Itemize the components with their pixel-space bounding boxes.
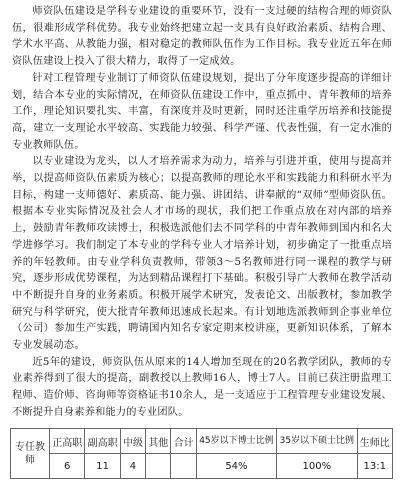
header-total: 合计: [171, 429, 196, 454]
value-doctor-ratio: 54%: [196, 454, 276, 479]
header-student-teacher-ratio: 生师比: [357, 429, 392, 454]
header-doctor-ratio: 45岁以下博士比例: [196, 429, 276, 454]
value-associate-professor: 11: [85, 454, 120, 479]
paragraph-results: 近5年的建设，师资队伍从原来的14人增加至现在的20名教学团队，教师的专业素养得到了很大的提高，副教授以上教师16人，博士7人。目前已获注册监理工程师、造价师、咨询师等资格证书10余人，是一支适应于工程管理专业建设发展、不断提升自身素养和能力的专业团队。: [12, 356, 392, 418]
header-full-professor: 正高职: [50, 429, 85, 454]
value-master-ratio: 100%: [277, 454, 357, 479]
value-total: [171, 454, 196, 479]
paragraph-strategy: 以专业建设为龙头，以人才培养需求为动力，培养与引进并重，使用与提高并举，以提高师资队伍素质为核心；以提高教师的理论水平和实践能力和科研水平为目标，构建一支师德好、素质高、能力强、讲团结、讲奉献的“双师”型师资队伍。根据本专业实际情况及社会人才市场的现状，我们把工作重点放在对内部的培养上，鼓励青年教师攻读博士，积极选派他们去不同学科的中青年教师到国内和名大学进修学习。我们制定了本专业的学科专业人才培养计划，初步确定了一批重点培养的年轻教师。由专业学科负责教师，带领3～5名教师进行同一课程的教学与研究，逐步形成优势课程，为达到精品课程打下基础。积极引导广大教师在教学活动中不断提升自身的业务素质。积极开展学术研究，发表论文、出版教材，参加教学研究与科学研究，使大批青年教师迅速成长起来。有计划地选派教师到企事业单位（公司）参加生产实践，聘请国内知名专家定期来校讲座，更新知识体系，了解本专业发展动态。: [12, 156, 392, 352]
header-other: 其他: [146, 429, 171, 454]
row-label-full-time-teachers: 专任教师: [11, 429, 50, 479]
faculty-statistics-table: [10, 428, 393, 479]
value-intermediate: 4: [120, 454, 145, 479]
paragraph-plan: 针对工程管理专业制订了师资队伍建设规划，提出了分年度逐步提高的详细计划，结合本专业的实际情况，在师资队伍建设工作中，重点抓中、青年教师的培养工作，理论知识要扎实、丰富，有深度并及时更新，同时还注重学历培养和技能提高，建立一支理论水平较高、实践能力较强、科学严谨、代表性强，有一定水准的专业教师队伍。: [12, 72, 392, 151]
value-full-professor: 6: [50, 454, 85, 479]
value-student-teacher-ratio: 13:1: [357, 454, 392, 479]
table-data-row: [11, 454, 393, 479]
paragraph-intro: 师资队伍建设是学科专业建设的重要环节，没有一支过硬的结构合理的师资队伍，很难形成学科优势。我专业始终把建立起一支具有良好政治素质、结构合理、学术水平高、从教能力强，相对稳定的教师队伍作为工作目标。我专业近五年在师资队伍建设上投入了很大精力，取得了一定成效。: [12, 6, 392, 68]
header-intermediate: 中级: [120, 429, 145, 454]
table-header-row: [11, 429, 393, 454]
value-other: [146, 454, 171, 479]
header-master-ratio: 35岁以下硕士比例: [277, 429, 357, 454]
header-associate-professor: 副高职: [85, 429, 120, 454]
